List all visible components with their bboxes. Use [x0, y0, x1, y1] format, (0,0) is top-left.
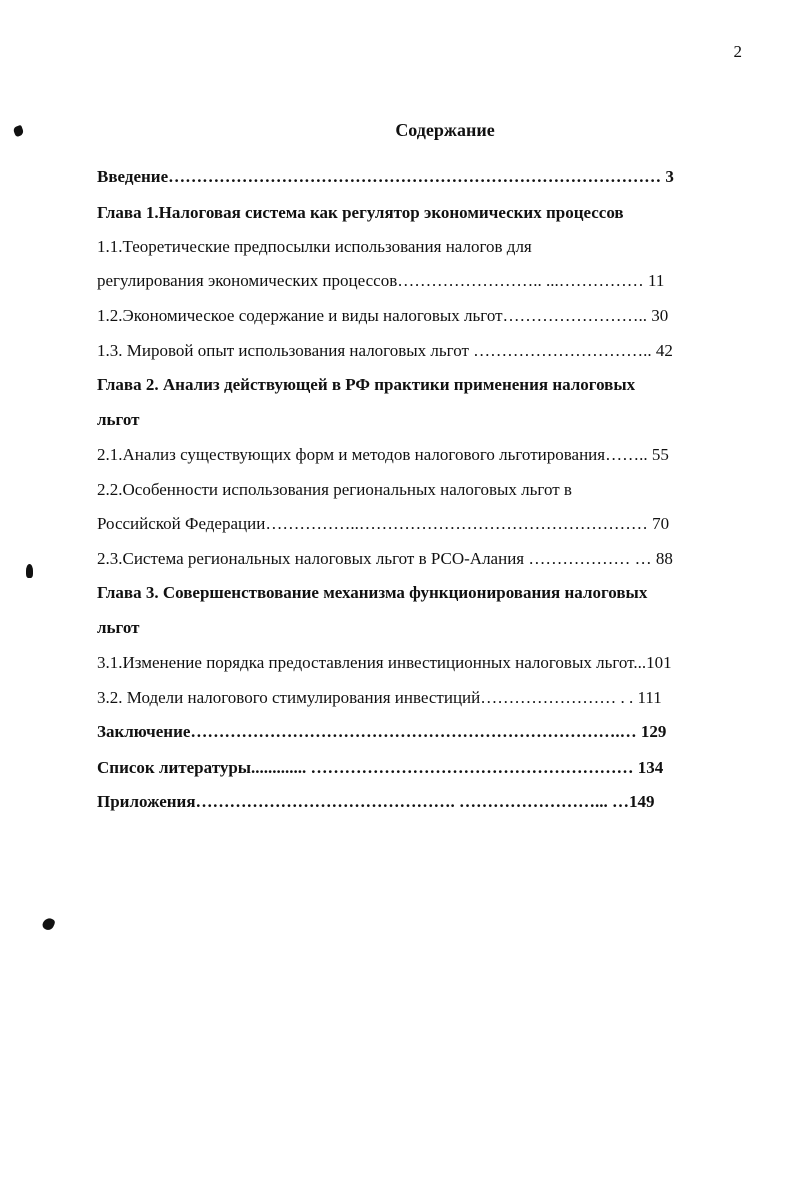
toc-section-2-1: 2.1.Анализ существующих форм и методов налогового льготирования…….. 55	[97, 445, 669, 464]
toc-section-1-1-cont: регулирования экономических процессов…………………….. ...…………… 11	[97, 271, 665, 290]
toc-chapter-2	[97, 374, 741, 396]
toc-chapter-2-cont: льгот	[97, 410, 140, 429]
toc-conclusion: Заключение………………………………………………………………….… 129	[97, 722, 667, 741]
toc-chapter-1: Глава 1.Налоговая система как регулятор экономических процессов	[97, 203, 624, 222]
toc-section-1-3: 1.3. Мировой опыт использования налоговых льгот ………………………….. 42	[97, 341, 673, 360]
toc-references: Список литературы............. ………………………………………………… 134	[97, 758, 664, 777]
toc-section-3-2: 3.2. Модели налогового стимулирования инвестиций…………………… . . 111	[97, 688, 662, 707]
toc-appendix: Приложения………………………………………. ……………………... …149	[97, 792, 655, 811]
scan-mark	[41, 916, 56, 932]
toc-section-2-2-cont: Российской Федерации……………..…………………………………………… 70	[97, 514, 670, 533]
page-title: Содержание	[395, 120, 495, 140]
toc-section-2-3: 2.3.Система региональных налоговых льгот в РСО-Алания ……………… … 88	[97, 549, 673, 568]
toc-chapter-3-cont: льгот	[97, 618, 140, 637]
toc-chapter-2-text: Глава 2. Анализ действующей в РФ практики применения налоговых	[97, 375, 636, 394]
toc-section-1-2: 1.2.Экономическое содержание и виды налоговых льгот…………………….. 30	[97, 306, 669, 325]
scan-mark	[26, 564, 33, 578]
toc-chapter-3: Глава 3. Совершенствование механизма функционирования налоговых	[97, 583, 648, 602]
toc-intro: Введение…………………………………………………………………………… 3	[97, 167, 674, 186]
toc-section-3-1: 3.1.Изменение порядка предоставления инвестиционных налоговых льгот...101	[97, 653, 672, 672]
page-number: 2	[733, 42, 742, 61]
toc-section-2-2: 2.2.Особенности использования региональных налоговых льгот в	[97, 480, 572, 499]
toc-section-1-1: 1.1.Теоретические предпосылки использования налогов для	[97, 237, 532, 256]
